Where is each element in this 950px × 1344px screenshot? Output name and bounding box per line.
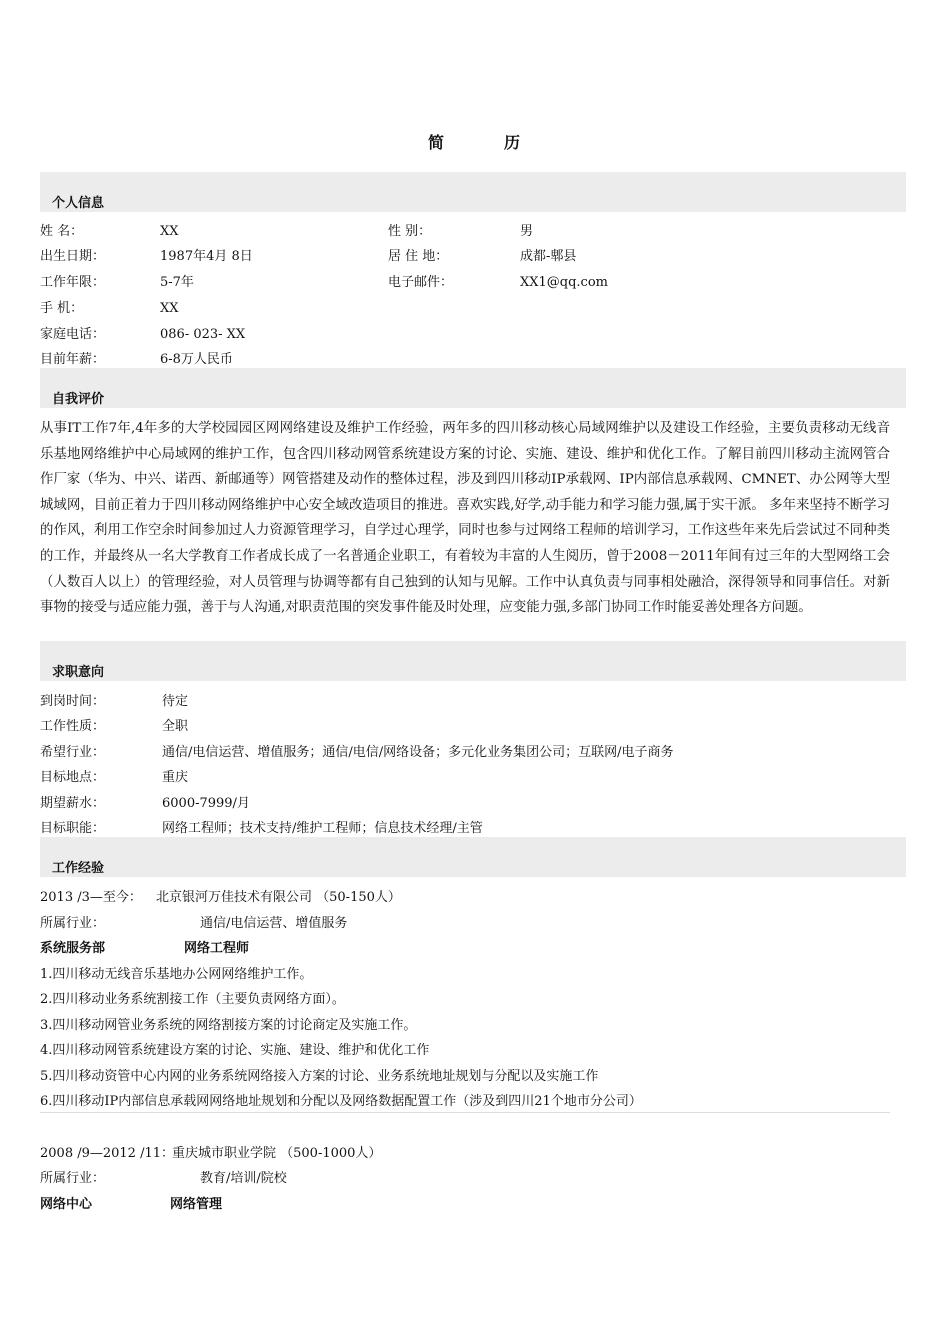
title-char-1: 简 <box>427 133 446 152</box>
name-value: XX <box>160 224 179 239</box>
birth-value: 1987年4月 8日 <box>160 249 253 264</box>
intent-value: 全职 <box>162 719 189 734</box>
section-header-self-eval: 自我评价 <box>52 392 105 407</box>
job2-department: 网络中心 <box>40 1197 93 1212</box>
job2-position: 网络管理 <box>170 1197 223 1212</box>
gender-value: 男 <box>520 224 534 239</box>
job2-period: 2008 /9—2012 /11： <box>40 1146 175 1161</box>
job1-duty: 6.四川移动IP内部信息承载网网络地址规划和分配以及网络数据配置工作（涉及到四川21个地市分公司） <box>40 1094 642 1109</box>
job-divider <box>40 1112 890 1113</box>
resume-title <box>0 130 950 153</box>
section-header-work: 工作经验 <box>52 861 105 876</box>
intent-value: 通信/电信运营、增值服务；通信/电信/网络设备；多元化业务集团公司；互联网/电子商务 <box>162 745 674 760</box>
job1-industry-value: 通信/电信运营、增值服务 <box>200 916 348 931</box>
email-value: XX1@qq.com <box>520 275 608 290</box>
section-header-personal: 个人信息 <box>52 196 105 211</box>
title-char-2: 历 <box>504 133 523 152</box>
job1-duty: 4.四川移动网管系统建设方案的讨论、实施、建设、维护和优化工作 <box>40 1043 430 1058</box>
intent-value: 网络工程师；技术支持/维护工程师；信息技术经理/主管 <box>162 821 483 836</box>
section-work-experience <box>40 837 906 877</box>
intent-label: 目标职能： <box>40 821 106 836</box>
email-label: 电子邮件： <box>388 275 454 290</box>
self-evaluation-text: 从事IT工作7年,4年多的大学校园园区网网络建设及维护工作经验，两年多的四川移动核心局域网维护以及建设工作经验，主要负责移动无线音乐基地网络维护中心局域网的维护工作，包含四川移动网管系统建设方案的讨论、实施、建设、维护和优化工作。了解目前四川移动主流网管合作厂家（华为、中兴、诺西、新邮通等）网管搭建及动作的整体过程，涉及到四川移动IP承载网、IP内部信息承载网、CMNET、办公网等大型城域网，目前正着力于四川移动网络维护中心安全域改造项目的推进。喜欢实践,好学,动手能力和学习能力强,属于实干派。 多年来坚持不断学习的作风，利用工作空余时间参加过人力资源管理学习，自学过心理学，同时也参与过网络工程师的培训学习，工作这些年来先后尝试过不同种类的工作，并最终从一名大学教育工作者成长成了一名普通企业职工，有着较为丰富的人生阅历，曾于2008－2011年间有过三年的大型网络工会（人数百人以上）的管理经验，对人员管理与协调等都有自己独到的认知与见解。工作中认真负责与同事相处融洽，深得领导和同事信任。对新事物的接受与适应能力强，善于与人沟通,对职责范围的突发事件能及时处理，应变能力强,多部门协同工作时能妥善处理各方问题。 <box>40 421 890 616</box>
section-personal-info <box>40 172 906 212</box>
job1-period: 2013 /3—至今： <box>40 890 142 905</box>
mobile-value: XX <box>160 301 179 316</box>
intent-value: 待定 <box>162 694 189 709</box>
section-job-intent <box>40 641 906 681</box>
job2-industry-label: 所属行业： <box>40 1171 106 1186</box>
residence-label: 居 住 地： <box>388 249 449 264</box>
job1-duty: 3.四川移动网管业务系统的网络割接方案的讨论商定及实施工作。 <box>40 1018 417 1033</box>
job2-company: 重庆城市职业学院 （500-1000人） <box>172 1146 382 1161</box>
job1-duty: 1.四川移动无线音乐基地办公网网络维护工作。 <box>40 967 313 982</box>
years-value: 5-7年 <box>160 275 194 290</box>
intent-label: 期望薪水： <box>40 796 106 811</box>
salary-label: 目前年薪： <box>40 352 106 367</box>
residence-value: 成都-郫县 <box>520 249 577 264</box>
section-self-evaluation <box>40 368 906 408</box>
intent-label: 希望行业： <box>40 745 106 760</box>
job2-industry-value: 教育/培训/院校 <box>200 1171 287 1186</box>
section-header-job-intent: 求职意向 <box>52 665 105 680</box>
intent-label: 到岗时间： <box>40 694 106 709</box>
job1-duty: 2.四川移动业务系统割接工作（主要负责网络方面）。 <box>40 992 345 1007</box>
intent-value: 6000-7999/月 <box>162 796 250 811</box>
job1-department: 系统服务部 <box>40 941 106 956</box>
birth-label: 出生日期： <box>40 249 106 264</box>
intent-label: 目标地点： <box>40 770 106 785</box>
intent-label: 工作性质： <box>40 719 106 734</box>
home-phone-value: 086- 023- XX <box>160 327 246 342</box>
job1-position: 网络工程师 <box>184 941 250 956</box>
job1-industry-label: 所属行业： <box>40 916 106 931</box>
intent-value: 重庆 <box>162 770 189 785</box>
job1-company: 北京银河万佳技术有限公司 （50-150人） <box>156 890 401 905</box>
gender-label: 性 别： <box>388 224 432 239</box>
job1-duty: 5.四川移动资管中心内网的业务系统网络接入方案的讨论、业务系统地址规划与分配以及实施工作 <box>40 1069 599 1084</box>
name-label: 姓 名： <box>40 224 84 239</box>
years-label: 工作年限： <box>40 275 106 290</box>
mobile-label: 手 机： <box>40 301 84 316</box>
home-phone-label: 家庭电话： <box>40 327 106 342</box>
salary-value: 6-8万人民币 <box>160 352 233 367</box>
